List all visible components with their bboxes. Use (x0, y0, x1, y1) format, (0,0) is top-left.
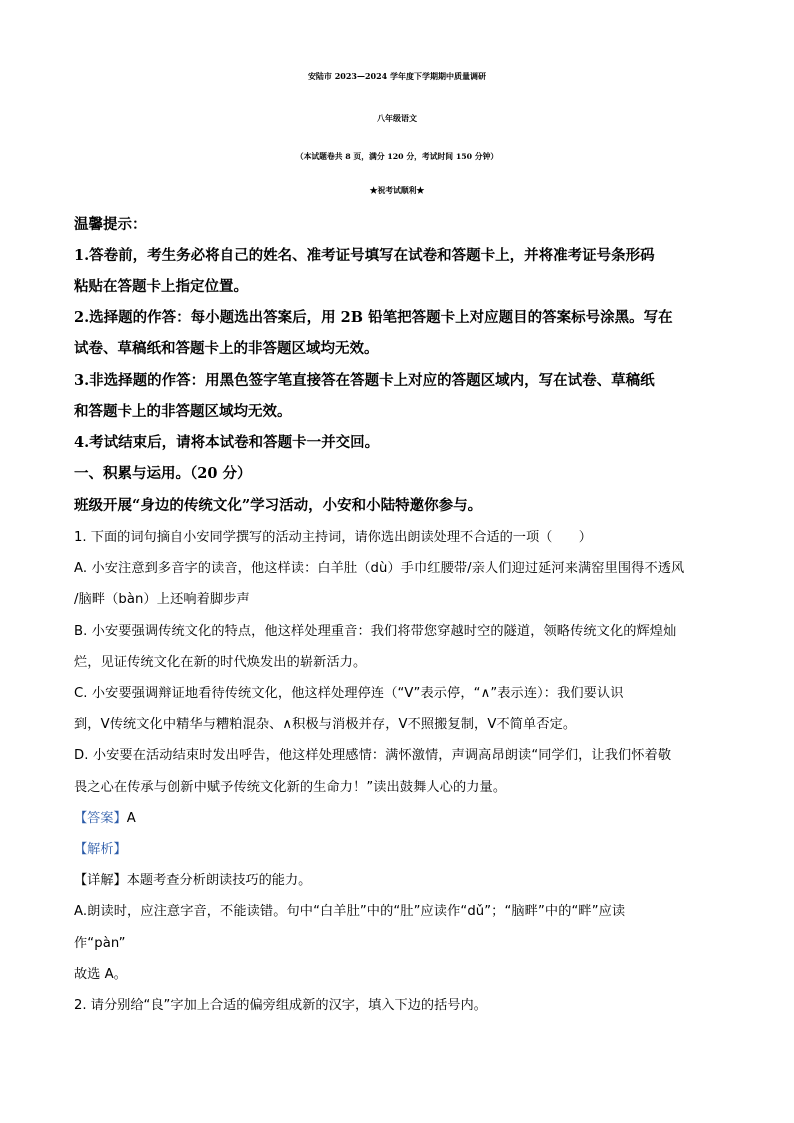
notice-line: 1.答卷前，考生务必将自己的姓名、准考证号填写在试卷和答题卡上，并将准考证号条形码 (74, 247, 655, 264)
notice-line: 2.选择题的作答：每小题选出答案后，用 2B 铅笔把答题卡上对应题目的答案标号涂黑。写在 (74, 309, 673, 326)
question-1-stem: 1. 下面的词句摘自小安同学撰写的活动主持词，请你选出朗读处理不合适的一项（ ） (74, 530, 592, 545)
analysis-tag: 【解析】 (74, 842, 127, 857)
notice-line: 3.非选择题的作答：用黑色签字笔直接答在答题卡上对应的答题区域内，写在试卷、草稿纸 (74, 372, 655, 389)
notice-line: 和答题卡上的非答题区域均无效。 (74, 403, 292, 420)
option-a: A. 小安注意到多音字的读音，他这样读：白羊肚（dù）手巾红腰带/亲人们迎过延河来满窑里围得不透风 (74, 561, 685, 576)
exam-title: 安陆市 2023—2024 学年度下学期期中质量调研 (307, 71, 487, 81)
answer-line (74, 807, 136, 826)
notice-line: 4.考试结束后，请将本试卷和答题卡一并交回。 (74, 434, 380, 451)
notice-line: 粘贴在答题卡上指定位置。 (74, 278, 248, 295)
analysis-line (74, 838, 127, 857)
question-2-stem: 2. 请分别给“良”字加上合适的偏旁组成新的汉字，填入下边的括号内。 (74, 998, 487, 1013)
exam-wish: ★祝考试顺利★ (369, 186, 425, 195)
option-c: C. 小安要强调辩证地看待传统文化，他这样处理停连（“Ⅴ”表示停，“∧”表示连）：我们要认识 (74, 686, 624, 701)
answer-value: A (126, 811, 136, 826)
detail-text: 本题考查分析朗读技巧的能力。 (126, 873, 312, 888)
answer-tag: 【答案】 (74, 811, 127, 826)
option-c-cont: 到，Ⅴ传统文化中精华与糟粕混杂、∧积极与消极并存，Ⅴ不照搬复制，Ⅴ不简单否定。 (74, 717, 577, 732)
notice-line: 试卷、草稿纸和答题卡上的非答题区域均无效。 (74, 340, 379, 357)
section-intro: 班级开展“身边的传统文化”学习活动，小安和小陆特邀你参与。 (74, 497, 483, 514)
option-a-cont: /脑畔（bàn）上还响着脚步声 (74, 592, 250, 607)
exam-subject: 八年级语文 (377, 113, 417, 123)
explanation-line: A.朗读时，应注意字音，不能读错。句中“白羊肚”中的“肚”应读作“dǔ”；“脑畔”中的“畔”应读 (74, 904, 626, 919)
detail-line (74, 869, 311, 888)
conclusion-line: 故选 A。 (74, 967, 127, 982)
notice-heading: 温馨提示： (74, 216, 147, 233)
explanation-line: 作“pàn” (74, 936, 126, 951)
option-d: D. 小安要在活动结束时发出呼告，他这样处理感情：满怀激情，声调高昂朗读“同学们，让我们怀着敬 (74, 748, 672, 763)
option-d-cont: 畏之心在传承与创新中赋予传统文化新的生命力！”读出鼓舞人心的力量。 (74, 780, 507, 795)
section-heading: 一、积累与运用。（20 分） (74, 465, 252, 482)
option-b: B. 小安要强调传统文化的特点，他这样处理重音：我们将带您穿越时空的隧道，领略传统文化的辉煌灿 (74, 624, 677, 639)
detail-tag: 【详解】 (74, 873, 127, 888)
option-b-cont: 烂，见证传统文化在新的时代焕发出的崭新活力。 (74, 655, 367, 670)
exam-info: （本试题卷共 8 页，满分 120 分，考试时间 150 分钟） (295, 152, 499, 161)
